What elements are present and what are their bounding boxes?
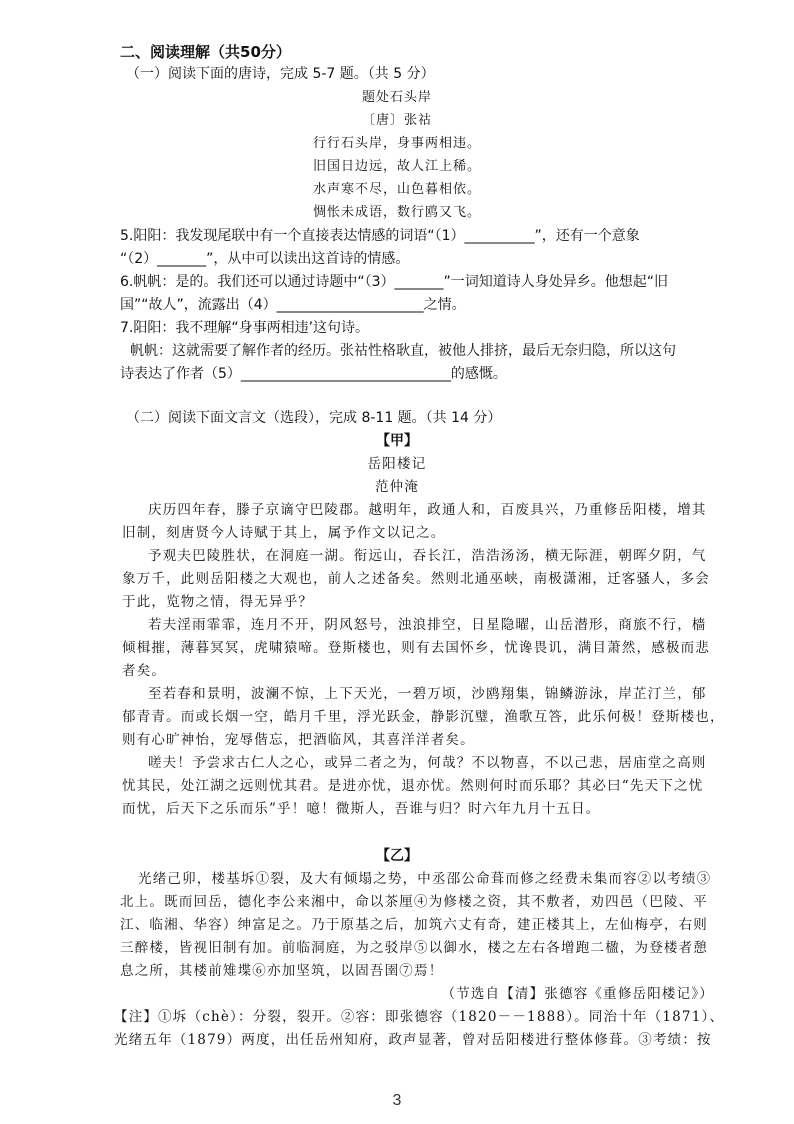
passage-jia-line: 庆历四年春，滕子京谪守巴陵郡。越明年，政通人和，百废具兴，乃重修岳阳楼，增其 [148,502,707,518]
question-7-line-2: 帆帆：这就需要了解作者的经历。张祜性格耿直，被他人排挤，最后无奈归隐，所以这句 [130,343,676,359]
passage-jia-line: 若夫淫雨霏霏，连月不开，阴风怒号，浊浪排空，日星隐曜，山岳潜形，商旅不行，樯 [148,617,707,633]
poem-line: 水声寒不尽，山色暮相依。 [312,182,481,197]
question-5-line-1: 5.阳阳：我发现尾联中有一个直接表达情感的词语“（1）__________”，还有一个意象 [120,228,640,244]
passage-jia-line: 而忧，后天下之乐而乐”乎！噫！微斯人，吾谁与归？时六年九月十五日。 [122,801,601,817]
poem-author: 〔唐〕张祜 [361,113,432,128]
poem-title: 题处石头岸 [361,90,432,105]
passage-jia-line: 则有心旷神怡，宠辱偕忘，把酒临风，其喜洋洋者矣。 [122,732,475,748]
passage-yi-source: （节选自【清】张德容《重修岳阳楼记》） [441,986,714,1002]
question-7-line-3: 诗表达了作者（5）______________________________的感慨。 [120,366,507,382]
passage-jia-line: 于此，览物之情，得无异乎？ [122,594,314,610]
passage-jia-line: 旧制，刻唐贤今人诗赋于其上，属予作文以记之。 [122,525,446,541]
notes-line-2: 光绪五年（1879）两度，出任岳州知府，政声显著，曾对岳阳楼进行整体修葺。③考绩：按 [114,1032,712,1048]
part1-instruction: （一）阅读下面的唐诗，完成 5-7 题。（共 5 分） [126,66,435,82]
passage-jia-line: 至若春和景明，波澜不惊，上下天光，一碧万顷，沙鸥翔集，锦鳞游泳，岸芷汀兰，郁 [148,686,707,702]
passage-jia-line: 忧其民，处江湖之远则忧其君。是进亦忧，退亦忧。然则何时而乐耶？其必曰“先天下之忧 [122,778,704,794]
poem-line: 惆怅未成语，数行鸥又飞。 [312,205,481,220]
page-number: 3 [392,1092,402,1109]
passage-jia-line: 嗟夫！予尝求古仁人之心，或异二者之为，何哉？不以物喜，不以己悲，居庙堂之高则 [148,755,707,771]
question-6-line-2: 国”“故人”，流露出（4）_____________________之情。 [120,297,466,313]
passage-jia-line: 倾楫摧，薄暮冥冥，虎啸猿啼。登斯楼也，则有去国怀乡，忧谗畏讥，满目萧然，感极而悲 [122,640,710,656]
passage-jia-label: 【甲】 [376,433,418,449]
passage-yi-line: 北上。既而回岳，德化李公来湘中，命以茶厘④为修楼之资，其不敷者，劝四邑（巴陵、平 [120,894,708,910]
question-6-line-1: 6.帆帆：是的。我们还可以通过诗题中“（3）_______”一词知道诗人身处异乡。他想起“旧 [120,274,669,290]
poem-line: 行行石头岸，身事两相违。 [312,136,481,151]
passage-jia-line: 予观夫巴陵胜状，在洞庭一湖。衔远山，吞长江，浩浩汤汤，横无际涯，朝晖夕阴，气 [148,548,707,564]
passage-jia-line: 者矣。 [122,663,167,679]
passage-jia-line: 郁青青。而或长烟一空，皓月千里，浮光跃金，静影沉璧，渔歌互答，此乐何极！登斯楼也， [122,709,725,725]
passage-jia-title: 岳阳楼记 [367,456,427,472]
passage-yi-label: 【乙】 [376,848,418,864]
passage-jia-author: 范仲淹 [374,479,420,495]
poem-line: 旧国日边远，故人江上稀。 [312,159,481,174]
section-title: 二、阅读理解（共50分） [120,43,291,61]
question-5-line-2: “（2）_______”，从中可以读出这首诗的情感。 [120,251,410,267]
passage-yi-line: 息之所，其楼前雉堞⑥亦加坚筑，以固吾圉⑦焉！ [120,963,444,979]
passage-jia-line: 象万千，此则岳阳楼之大观也，前人之述备矣。然则北通巫峡，南极潇湘，迁客骚人，多会 [122,571,710,587]
passage-yi-line: 三醉楼，皆视旧制有加。前临洞庭，为之驳岸⑤以御水，楼之左右各增跑二楹，为登楼者憩 [120,940,708,956]
question-7-line-1: 7.阳阳：我不理解“身事两相违’这句诗。 [120,320,370,336]
passage-yi-line: 光绪己卯，楼基坼①裂，及大有倾塌之势，中丞邵公命葺而修之经费未集而容②以考绩③ [138,871,712,887]
part2-instruction: （二）阅读下面文言文（选段），完成 8-11 题。（共 14 分） [126,410,502,426]
notes-line-1: 【注】①坼（chè）：分裂，裂开。②容：即张德容（1820－－1888）。同治十年（1871）、 [114,1009,725,1025]
passage-yi-line: 江、临湘、华容）绅富足之。乃于原基之后，加筑六丈有奇，建正楼其上，左仙梅亭，右则 [120,917,708,933]
